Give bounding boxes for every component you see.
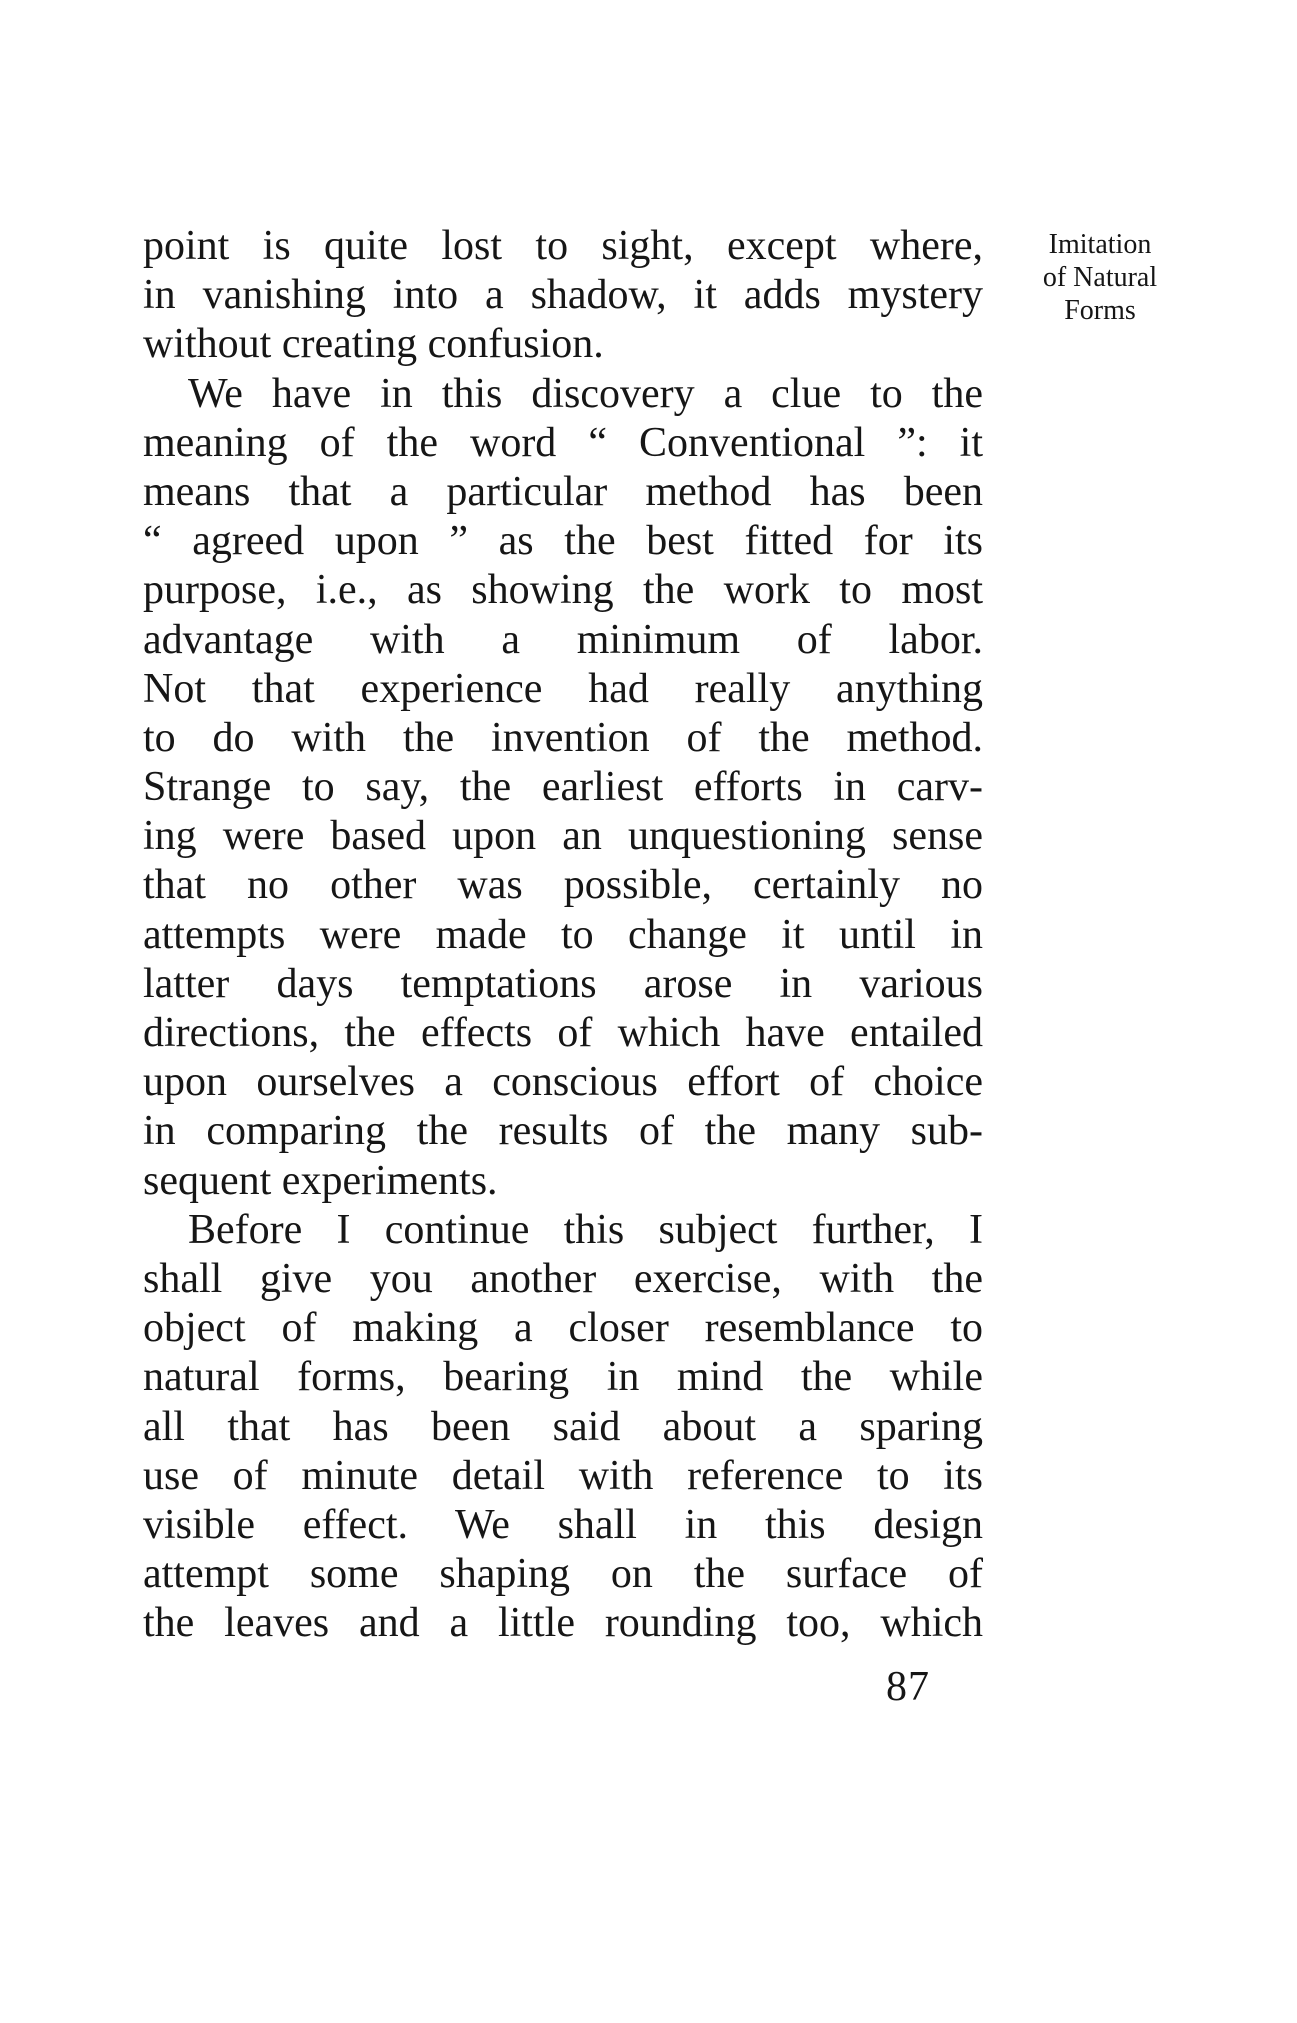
margin-note — [1000, 228, 1200, 327]
text-line: ing were based upon an unquestioning sense — [143, 813, 983, 860]
text-line: upon ourselves a conscious effort of choice — [143, 1059, 983, 1106]
margin-note-line: of Natural — [1042, 262, 1158, 293]
text-line: meaning of the word “ Conventional ”: it — [143, 419, 983, 466]
text-line: to do with the invention of the method. — [143, 714, 983, 761]
text-line: object of making a closer resemblance to — [143, 1305, 983, 1352]
text-line: Before I continue this subject further, I — [188, 1206, 983, 1253]
text-line: We have in this discovery a clue to the — [188, 370, 983, 417]
text-line: without creating confusion. — [143, 321, 604, 368]
text-line: “ agreed upon ” as the best fitted for its — [143, 518, 983, 565]
text-line: purpose, i.e., as showing the work to most — [143, 567, 983, 614]
text-line: that no other was possible, certainly no — [143, 862, 983, 909]
text-line: directions, the effects of which have entailed — [143, 1010, 983, 1056]
margin-note-line: Imitation — [1048, 229, 1152, 260]
text-line: Not that experience had really anything — [143, 665, 983, 712]
margin-note-line: Forms — [1064, 295, 1136, 326]
text-line: advantage with a minimum of labor. — [143, 616, 983, 663]
body-text — [143, 222, 983, 1648]
text-line: natural forms, bearing in mind the while — [143, 1354, 983, 1401]
text-line: in vanishing into a shadow, it adds mystery — [143, 272, 983, 319]
text-line: latter days temptations arose in various — [143, 960, 983, 1007]
text-line: point is quite lost to sight, except where, — [143, 223, 983, 269]
text-line: Strange to say, the earliest efforts in carv- — [143, 764, 983, 811]
text-line: visible effect. We shall in this design — [143, 1501, 983, 1548]
page-number: 87 — [886, 1664, 930, 1710]
text-line: sequent experiments. — [143, 1157, 498, 1204]
text-line: means that a particular method has been — [143, 468, 983, 515]
text-line: attempts were made to change it until in — [143, 911, 983, 958]
text-line: use of minute detail with reference to its — [143, 1452, 983, 1499]
text-line: the leaves and a little rounding too, which — [143, 1600, 983, 1647]
text-line: attempt some shaping on the surface of — [143, 1551, 983, 1598]
text-line: all that has been said about a sparing — [143, 1403, 983, 1450]
text-line: in comparing the results of the many sub- — [143, 1108, 983, 1155]
text-line: shall give you another exercise, with the — [143, 1255, 983, 1302]
